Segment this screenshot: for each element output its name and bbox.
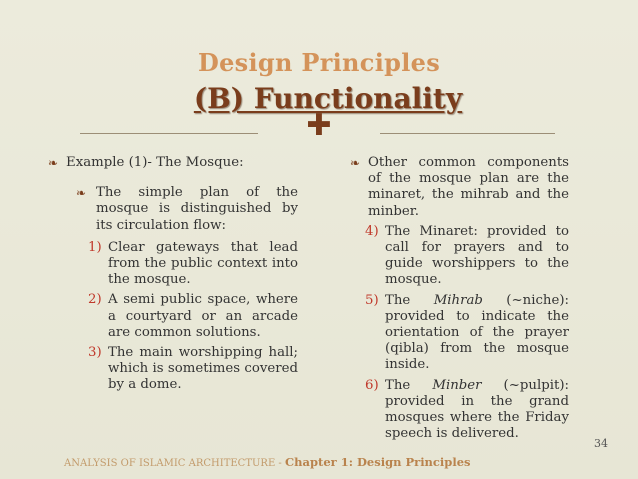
page-number: 34	[594, 437, 608, 450]
item-text-rest: (~niche): provided to indicate the orientation of the prayer (qibla) from the mosque inside.	[385, 292, 569, 373]
item-number: 3)	[88, 345, 102, 361]
list-item	[365, 224, 569, 289]
item-text: Clear gateways that lead from the public context into the mosque.	[108, 239, 298, 288]
bullet-icon: ❧	[76, 186, 87, 201]
footer-chapter: Chapter 1: Design Principles	[285, 455, 471, 469]
bullet-icon: ❧	[48, 156, 59, 170]
item-text: The main worshipping hall; which is sometimes covered by a dome.	[108, 345, 298, 393]
divider-left	[80, 133, 258, 134]
bullet-item	[48, 155, 298, 171]
footer-course: ANALYSIS OF ISLAMIC ARCHITECTURE	[64, 458, 276, 469]
bullet-item	[350, 155, 569, 220]
sub-bullet-text: The simple plan of the mosque is distinguished by its circulation flow:	[96, 185, 298, 233]
list-item	[365, 378, 569, 443]
slide-subtitle: (B) Functionality	[193, 82, 463, 115]
item-text-lead: The	[385, 377, 433, 393]
footer	[64, 455, 471, 469]
slide-title: Design Principles	[197, 48, 441, 77]
left-column	[48, 155, 298, 398]
item-number: 4)	[365, 223, 379, 239]
item-term: Minber	[432, 377, 482, 393]
item-number: 2)	[88, 292, 102, 308]
item-text-rest: (~pulpit): provided in the grand mosques where the Friday speech is delivered.	[385, 377, 569, 442]
item-number: 6)	[365, 377, 379, 393]
item-number: 5)	[365, 292, 379, 308]
list-item	[88, 292, 298, 341]
sub-bullet-item	[48, 185, 298, 234]
item-text: A semi public space, where a courtyard or an arcade are common solutions.	[108, 292, 298, 340]
numbered-list	[350, 224, 569, 443]
item-term: Mihrab	[433, 292, 483, 308]
ornament-icon: ✚	[306, 108, 332, 143]
divider-right	[380, 133, 555, 134]
list-item	[88, 345, 298, 394]
bullet-icon: ❧	[350, 156, 361, 170]
bullet-text: Example (1)- The Mosque:	[66, 155, 244, 170]
list-item	[365, 293, 569, 374]
item-text: The Minaret: provided to call for prayers and to guide worshippers to the mosque.	[385, 223, 569, 288]
right-column	[350, 155, 569, 446]
item-text-lead: The	[385, 292, 434, 308]
footer-separator: -	[275, 458, 285, 469]
numbered-list	[48, 240, 298, 394]
list-item	[88, 240, 298, 289]
item-number: 1)	[88, 239, 102, 255]
bullet-text: Other common components of the mosque plan are the minaret, the mihrab and the minber.	[368, 155, 569, 219]
